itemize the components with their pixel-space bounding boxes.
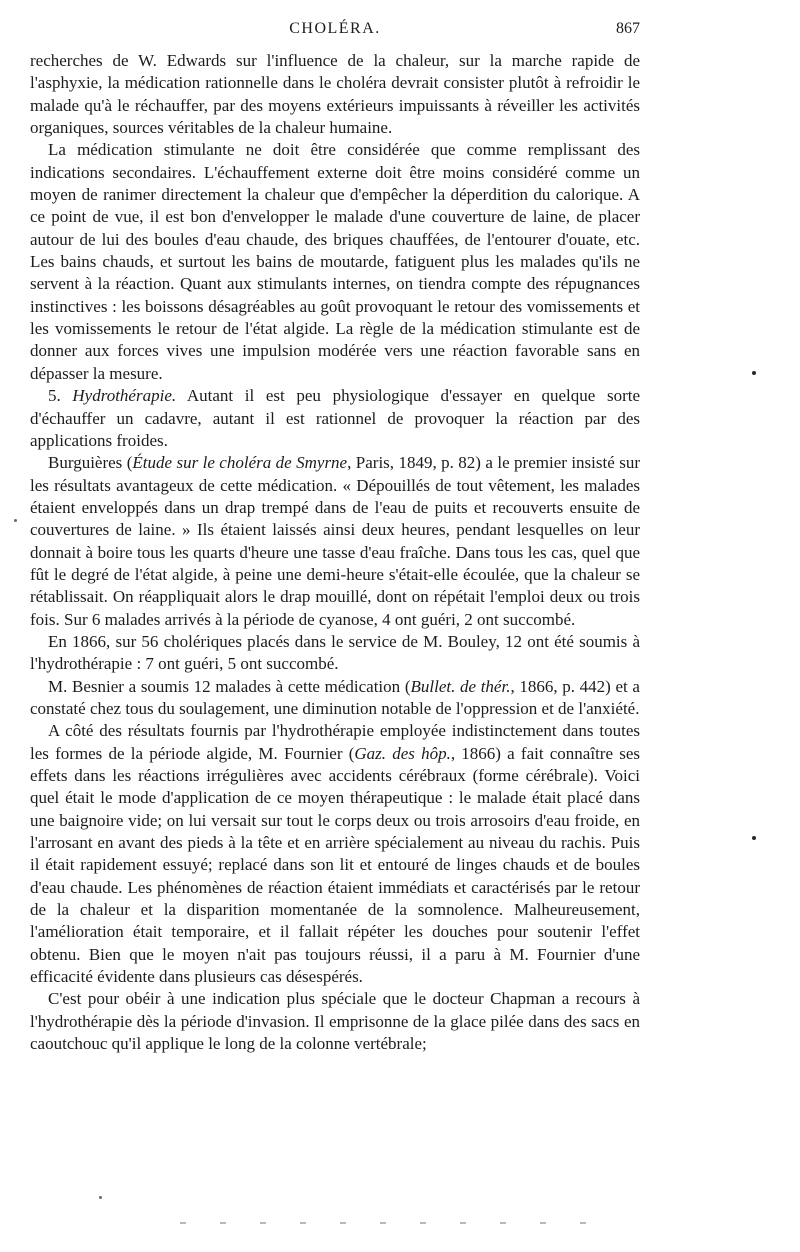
margin-dot [752, 371, 756, 375]
text-run: A côté des résultats fournis par l'hydrothérapie employée indistinctement dans toutes les formes de la période algide, M. Fournier ( [30, 721, 640, 763]
text-run: Burguières ( [48, 453, 133, 473]
paragraph [30, 988, 640, 1055]
text-run: En 1866, sur 56 cholériques placés dans le service de M. Bouley, 12 ont été soumis à l'hydrothérapie : 7 ont guéri, 5 ont succombé. [30, 631, 640, 674]
page-bottom-marks [180, 1222, 600, 1224]
text-run: recherches de W. Edwards sur l'influence de la chaleur, sur la marche rapide de l'asphyxie, la médication rationnelle dans le choléra devrait consister plutôt à refroidir le malade qu'à le réchauffer, par des moyens extérieurs impuissants à réveiller les activités organiques, sources véritables de la chaleur humaine. [30, 51, 640, 138]
margin-speck [99, 1196, 102, 1199]
paragraph [30, 452, 640, 631]
text-run: Autant il est peu physiologique d'essayer en quelque sorte d'échauffer un cadavre, autant il est rationnel de provoquer la réaction par des applications froides. [30, 386, 640, 450]
running-title: CHOLÉRA. [289, 20, 381, 37]
running-head [30, 20, 640, 44]
paragraph [30, 631, 640, 676]
text-run: 5. [48, 386, 73, 406]
italic-text: Gaz. des hôp. [354, 743, 451, 763]
italic-text: Étude sur le choléra de Smyrne [132, 453, 348, 473]
paragraph [30, 50, 640, 139]
paragraph [30, 139, 640, 385]
margin-dot [752, 836, 756, 840]
text-run: M. Besnier a soumis 12 malades à cette médication ( [48, 676, 411, 696]
text-run: , Paris, 1849, p. 82) a le premier insisté sur les résultats avantageux de cette médication. « Dépouillés de tout vêtement, les malades étaient enveloppés dans un drap trempé dans de l'eau de puits et recouverts ensuite de couvertures de laine. » Ils étaient laissés ainsi deux heures, pendant lesquelles on leur donnait à boire tous les quarts d'heure une tasse d'eau fraîche. Dans tous les cas, quel que fût le degré de l'état algide, à peine une demi-heure s'était-elle écoulée, que la chaleur se rétablissait. On réappliquait alors le drap mouillé, dont on répétait l'emploi deux ou trois fois. Sur 6 malades arrivés à la période de cyanose, 4 ont guéri, 2 ont succombé. [30, 453, 640, 629]
paragraph [30, 720, 640, 988]
page-number: 867 [616, 20, 640, 37]
paragraph [30, 385, 640, 452]
text-run: La médication stimulante ne doit être considérée que comme remplissant des indications secondaires. L'échauffement externe doit être moins considéré comme un moyen de ranimer directement la chaleur que d'empêcher la déperdition du calorique. A ce point de vue, il est bon d'envelopper le malade d'une couverture de laine, de placer autour de lui des boules d'eau chaude, des briques chauffées, de l'entourer d'ouate, etc. Les bains chauds, et surtout les bains de moutarde, fatiguent plus les malades qu'ils ne servent à la réaction. Quant aux stimulants internes, on tiendra compte des répugnances instinctives : les boissons désagréables au goût provoquant le retour des vomissements et les vomissements le retour de l'état algide. La règle de la médication stimulante est de donner aux forces vives une impulsion modérée vers une réaction favorable sans en dépasser la mesure. [30, 140, 640, 383]
margin-speck [14, 519, 17, 522]
body-text [30, 50, 640, 1055]
paragraph [30, 676, 640, 721]
italic-text: Hydrothérapie. [72, 386, 177, 406]
italic-text: Bullet. de thér. [410, 676, 511, 696]
text-run: , 1866) a fait connaître ses effets dans les réactions irrégulières avec accidents cérébraux (forme cérébrale). Voici quel était le mode d'application de ce moyen thérapeutique : le malade était placé dans une baignoire vide; on lui versait sur tout le corps deux ou trois arrosoirs d'eau froide, en l'arrosant en avant des pieds à la tête et en arrière spécialement au niveau du rachis. Puis il était rapidement essuyé; replacé dans son lit et entouré de linges chauds et de boules d'eau chaude. Les phénomènes de réaction étaient immédiats et caractérisés par le retour de la chaleur et la disparition momentanée de la somnolence. Malheureusement, l'amélioration était temporaire, et il fallait répéter les douches pour soutenir l'effet obtenu. Bien que le moyen n'ait pas toujours réussi, il a paru à M. Fournier d'une efficacité évidente dans plusieurs cas désespérés. [30, 743, 640, 987]
text-run: C'est pour obéir à une indication plus spéciale que le docteur Chapman a recours à l'hydrothérapie dès la période d'invasion. Il emprisonne de la glace pilée dans des sacs en caoutchouc qu'il applique le long de la colonne vertébrale; [30, 989, 640, 1054]
text-run: , 1866, p. 442) et a constaté chez tous du soulagement, une diminution notable de l'oppression et de l'anxiété. [30, 676, 640, 718]
